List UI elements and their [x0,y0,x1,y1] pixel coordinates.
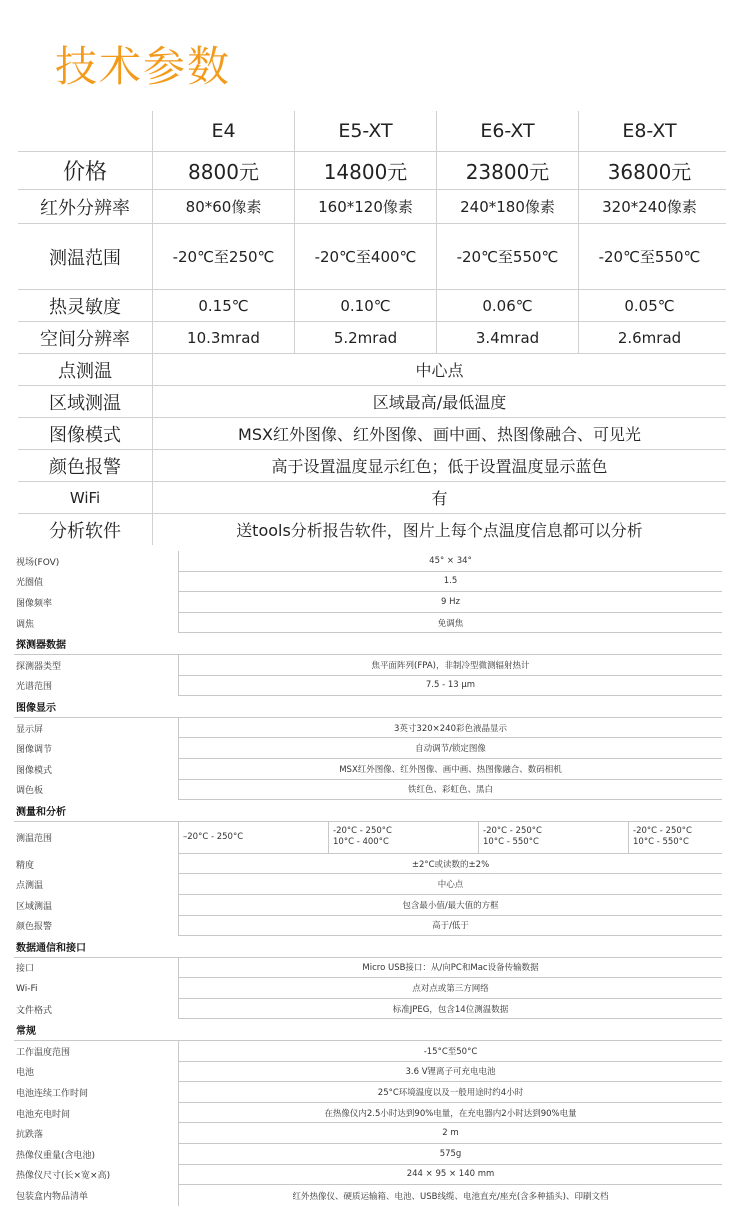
model-header: E8-XT [622,120,677,142]
table-row [18,482,726,514]
spec-label: 调焦 [16,619,35,630]
spec-label: 图像频率 [16,598,53,609]
table-row [14,780,722,801]
range-line: -20°C - 250°C [483,826,542,837]
table-row [18,290,726,322]
spec-value: MSX红外图像、红外图像、画中画、热图像融合、数码相机 [178,759,722,780]
table-row [14,874,722,895]
table-cell: 0.06℃ [437,290,579,321]
spec-label: 探测器类型 [16,661,62,672]
section-title: 数据通信和接口 [16,942,86,954]
range-line: 10°C - 400°C [333,837,389,848]
spec-label: 热像仪重量(含电池) [16,1150,96,1161]
range-line: 10°C - 550°C [483,837,539,848]
spec-label: Wi-Fi [16,983,38,994]
range-cell [628,822,722,854]
section-heading [14,936,722,958]
spec-label: 电池充电时间 [16,1109,71,1120]
section-heading [14,696,722,718]
row-label: 热灵敏度 [18,290,153,321]
table-row [14,999,722,1020]
table-row [14,895,722,916]
table-cell: 有 [431,489,448,508]
table-row [14,1082,722,1103]
spec-label: 电池 [16,1068,35,1079]
model-header: E4 [153,111,295,151]
range-cell [178,822,328,854]
spec-value: 铁红色、彩虹色、黑白 [178,780,722,801]
table-row [14,759,722,780]
table-cell: MSX红外图像、红外图像、画中画、热图像融合、可见光 [238,425,641,444]
section-title: 测量和分析 [16,806,66,818]
section-title: 图像显示 [16,702,56,714]
price-value: 36800元 [607,160,692,184]
spec-value: 免调焦 [178,613,722,634]
row-label: 分析软件 [18,514,153,545]
table-cell: 中心点 [415,361,464,380]
spec-value: 标准JPEG，包含14位测温数据 [178,999,722,1020]
spec-label: 图像调节 [16,745,53,756]
spec-value: 7.5 - 13 μm [178,676,722,697]
price-value: 8800元 [153,152,295,189]
table-row [18,354,726,386]
spec-value: 244 × 95 × 140 mm [178,1165,722,1186]
table-row [14,854,722,875]
range-cell [328,822,478,854]
table-cell: 2.6mrad [617,328,682,347]
table-row [14,592,722,613]
spec-value: -15°C至50°C [178,1041,722,1062]
table-row [18,418,726,450]
table-row [14,978,722,999]
table-cell: -20℃至250℃ [153,224,295,289]
table-row [14,1165,722,1186]
spec-label: 光圈值 [16,578,44,589]
table-row [18,514,726,545]
spec-value: 2 m [178,1123,722,1144]
table-cell: 高于设置温度显示红色；低于设置温度显示蓝色 [271,457,608,476]
table-row [14,916,722,937]
row-label: WiFi [18,482,153,513]
section-title: 探测器数据 [16,640,66,652]
table-row [14,613,722,634]
spec-value: 高于/低于 [178,916,722,937]
section-heading [14,633,722,655]
spec-label: 点测温 [16,881,44,892]
spec-label: 热像仪尺寸(长×宽×高) [16,1171,111,1182]
spec-label: 调色板 [16,786,44,797]
row-label: 测温范围 [18,224,153,289]
table-row [14,551,722,572]
table-cell: 区域最高/最低温度 [372,393,507,412]
row-label: 价格 [18,152,153,189]
table-cell: 0.10℃ [295,290,437,321]
spec-value: 焦平面阵列(FPA)，非制冷型微测辐射热计 [178,655,722,676]
section-heading [14,800,722,822]
model-header: E6-XT [437,111,579,151]
row-label: 区域测温 [18,386,153,417]
spec-label: 颜色报警 [16,922,53,933]
range-line: 10°C - 550°C [633,837,689,848]
spec-label: 光谱范围 [16,682,53,693]
table-cell: 320*240像素 [602,198,697,216]
table-row [18,386,726,418]
spec-value: 红外热像仪、硬质运输箱、电池、USB线缆、电池直充/座充(含多种插头)、印刷文档 [178,1185,722,1206]
row-label: 红外分辨率 [18,190,153,223]
spec-label: 电池连续工作时间 [16,1089,89,1100]
table-cell: -20℃至550℃ [437,224,579,289]
table-row [14,1062,722,1083]
row-label: 点测温 [18,354,153,385]
table-row [18,224,726,290]
spec-label: 图像模式 [16,765,53,776]
section-heading [14,1019,722,1041]
table-row [14,718,722,739]
table-cell: -20℃至550℃ [598,248,701,266]
table-row [18,322,726,354]
table-header-row [18,111,726,152]
spec-value: 在热像仪内2.5小时达到90%电量，在充电器内2小时达到90%电量 [178,1103,722,1124]
table-row [14,655,722,676]
table-row [14,822,722,854]
table-row [14,1041,722,1062]
row-label: 空间分辨率 [18,322,153,353]
range-line: –20°C - 250°C [183,831,244,842]
price-value: 23800元 [437,152,579,189]
table-cell: 160*120像素 [295,190,437,223]
table-row [18,152,726,190]
spec-label: 包装盒内物品清单 [16,1192,89,1203]
spec-value: 9 Hz [178,592,722,613]
model-comparison-table [18,111,726,545]
table-row [18,450,726,482]
spec-value: 45° × 34° [178,551,722,572]
table-cell: 送tools分析报告软件，图片上每个点温度信息都可以分析 [236,521,643,540]
table-row [14,1123,722,1144]
range-line: -20°C - 250°C [633,826,692,837]
spec-value: Micro USB接口：从/向PC和Mac设备传输数据 [178,958,722,979]
table-row [14,1103,722,1124]
table-row [14,1144,722,1165]
row-label: 图像模式 [18,418,153,449]
price-value: 14800元 [295,152,437,189]
spec-value: ±2°C或读数的±2% [178,854,722,875]
spec-label: 视场(FOV) [16,557,60,568]
table-cell: -20℃至400℃ [295,224,437,289]
spec-label: 工作温度范围 [16,1047,71,1058]
range-cell [478,822,628,854]
spec-value: 3.6 V锂离子可充电电池 [178,1062,722,1083]
spec-label: 精度 [16,860,35,871]
spec-label: 文件格式 [16,1005,53,1016]
spec-label: 测温范围 [16,834,53,845]
spec-value: 25°C环境温度以及一般用途时约4小时 [178,1082,722,1103]
table-cell: 10.3mrad [153,322,295,353]
spec-value: 点对点或第三方网络 [178,978,722,999]
spec-value: 575g [178,1144,722,1165]
spec-table [14,551,722,1206]
table-cell: 240*180像素 [437,190,579,223]
spec-label: 显示屏 [16,724,44,735]
spec-value: 中心点 [178,874,722,895]
table-cell: 3.4mrad [437,322,579,353]
table-row [14,1185,722,1206]
spec-value: 1.5 [178,572,722,593]
range-line: -20°C - 250°C [333,826,392,837]
spec-value: 3英寸320×240彩色液晶显示 [178,718,722,739]
spec-value: 包含最小值/最大值的方框 [178,895,722,916]
table-row [14,958,722,979]
spec-label: 区域测温 [16,901,53,912]
table-cell: 0.15℃ [153,290,295,321]
spec-label: 接口 [16,964,35,975]
row-label: 颜色报警 [18,450,153,481]
table-row [14,572,722,593]
table-cell: 5.2mrad [295,322,437,353]
header-empty-cell [18,111,153,151]
spec-label: 抗跌落 [16,1130,44,1141]
section-title: 常规 [16,1026,36,1038]
table-row [18,190,726,224]
page-title: 技术参数 [55,42,232,91]
model-header: E5-XT [295,111,437,151]
table-cell: 80*60像素 [153,190,295,223]
table-row [14,676,722,697]
spec-value: 自动调节/锁定图像 [178,738,722,759]
table-cell: 0.05℃ [624,296,675,315]
table-row [14,738,722,759]
